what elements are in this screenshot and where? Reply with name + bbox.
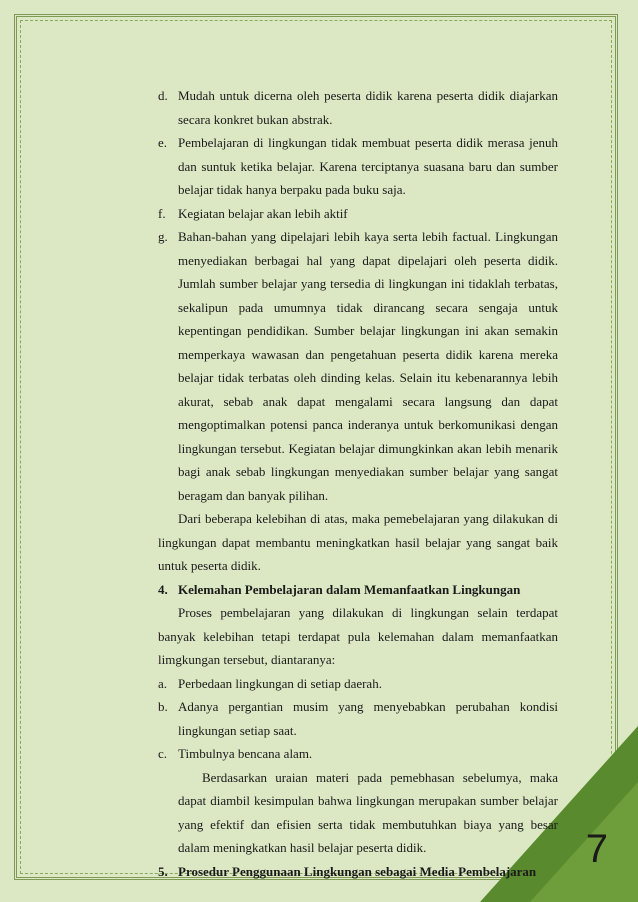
section-heading: 4. Kelemahan Pembelajaran dalam Memanfaatkan Lingkungan xyxy=(158,581,521,597)
page-number: 7 xyxy=(585,827,608,871)
list-item: c. Timbulnya bencana alam. xyxy=(158,746,313,761)
list-item: g. Bahan-bahan yang dipelajari lebih kaya serta lebih factual. Lingkungan menyediakan berbagai hal yang dapat dipelajari oleh peserta didik. Jumlah sumber belajar yang tersedia di lingkungan ini tidaklah terbatas, sekalipun pada umumnya tidak dirancang secara sengaja untuk kepentingan pendidikan. Sumber belajar lingkungan ini akan semakin memperkaya wawasan dan pengetahuan peserta didik karena mereka belajar tidak terbatas oleh dinding kelas. Selain itu kebenarannya lebih akurat, sebab anak dapat mengalami secara langsung dan dapat mengoptimalkan potensi panca inderanya untuk berkomunikasi dengan lingkungan tersebut. Kegiatan belajar dimungkinkan akan lebih menarik bagi anak sebab lingkungan menyediakan sumber belajar yang sangat beragam dan banyak pilihan. xyxy=(158,229,558,503)
section-heading: 5. Prosedur Penggunaan Lingkungan sebagai Media Pembelajaran xyxy=(158,863,537,879)
paragraph: Proses pembelajaran yang dilakukan di lingkungan selain terdapat banyak kelebihan tetapi terdapat pula kelemahan dalam memanfaatkan limgkungan tersebut, diantaranya: xyxy=(158,605,558,667)
list-item: a. Perbedaan lingkungan di setiap daerah. xyxy=(158,675,382,691)
list-item: b. Adanya pergantian musim yang menyebabkan perubahan kondisi lingkungan setiap saat. xyxy=(158,699,558,738)
paragraph: Dari beberapa kelebihan di atas, maka pemebelajaran yang dilakukan di lingkungan dapat membantu meningkatkan hasil belajar yang sangat baik untuk peserta didik. xyxy=(158,511,558,573)
list-item: d. Mudah untuk dicerna oleh peserta didik karena peserta didik diajarkan secara konkret bukan abstrak. xyxy=(158,88,558,127)
list-item: f. Kegiatan belajar akan lebih aktif xyxy=(158,205,348,221)
paragraph: Berdasarkan uraian materi pada pemebhasan sebelumya, maka dapat diambil kesimpulan bahwa lingkungan merupakan sumber belajar yang efektif dan efisien serta tidak membutuhkan biaya yang besar dalam meningkatkan hasil belajar peserta didik. xyxy=(178,769,558,855)
list-item: e. Pembelajaran di lingkungan tidak membuat peserta didik merasa jenuh dan suntuk ketika belajar. Karena terciptanya suasana baru dan sumber belajar tidak hanya berpaku pada buku saja. xyxy=(158,135,558,197)
document-body xyxy=(158,84,558,883)
